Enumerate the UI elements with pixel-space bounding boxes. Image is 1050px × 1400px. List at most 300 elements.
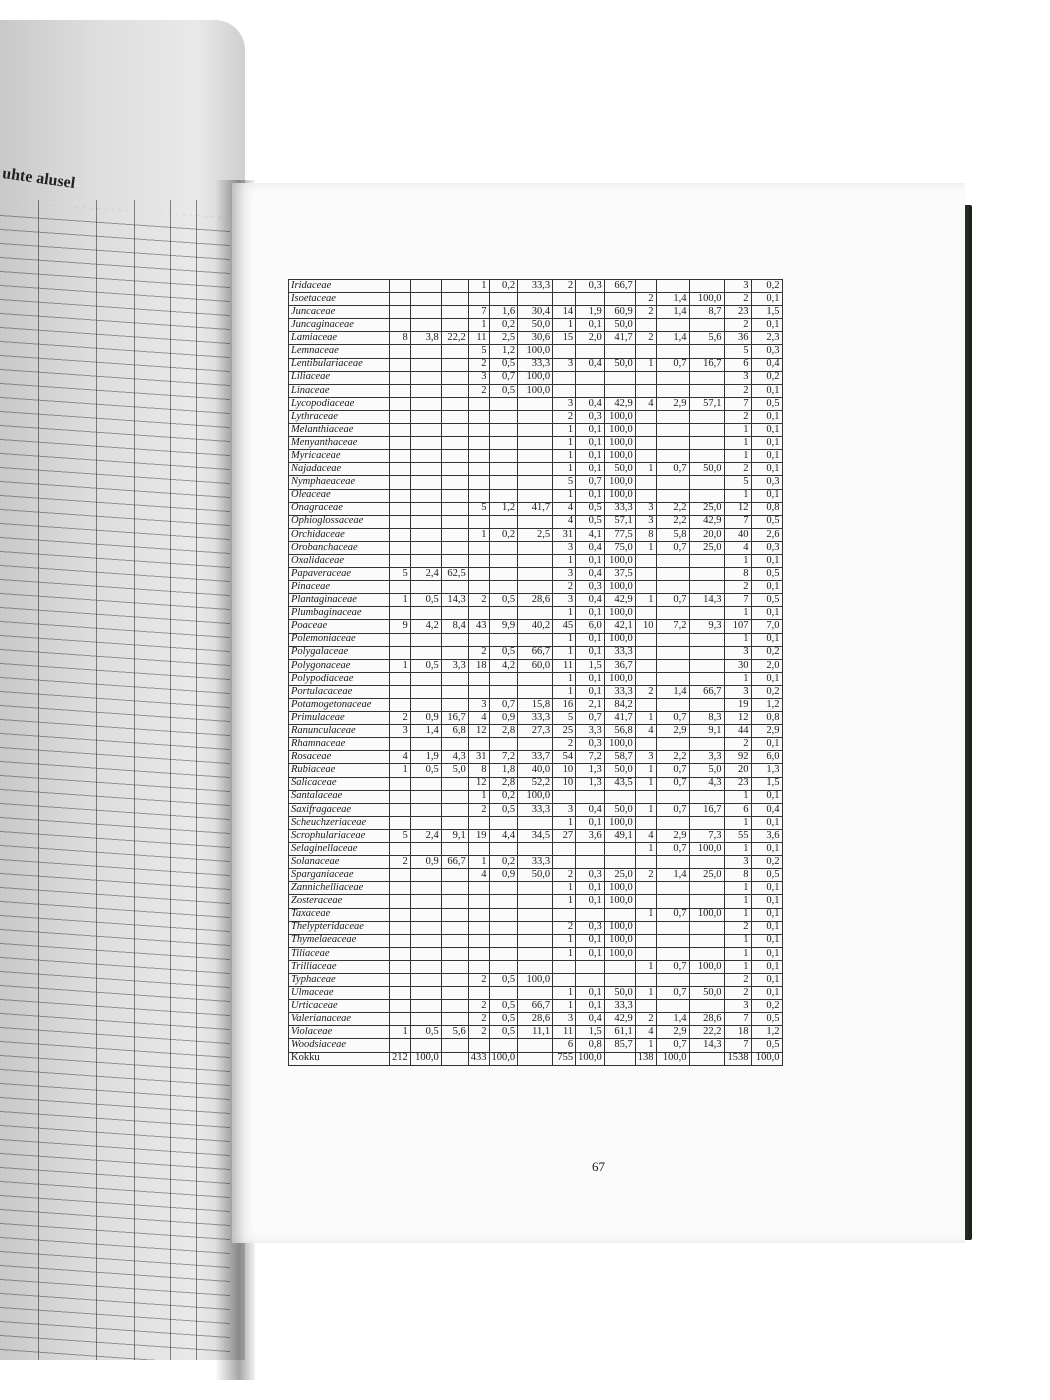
value-cell: 2 xyxy=(468,803,489,816)
value-cell xyxy=(656,882,689,895)
value-cell xyxy=(390,921,411,934)
value-cell xyxy=(635,895,656,908)
value-cell xyxy=(518,882,553,895)
value-cell xyxy=(410,699,441,712)
value-cell xyxy=(635,371,656,384)
value-cell xyxy=(390,450,411,463)
family-name-cell: Juncaginaceae xyxy=(289,319,390,332)
value-cell: 1,8 xyxy=(489,764,518,777)
value-cell xyxy=(441,816,468,829)
table-row xyxy=(289,882,783,895)
value-cell xyxy=(441,633,468,646)
family-name-cell: Ophioglossaceae xyxy=(289,515,390,528)
value-cell: 0,1 xyxy=(751,384,782,397)
value-cell: 0,2 xyxy=(489,319,518,332)
value-cell: 9,3 xyxy=(689,620,724,633)
value-cell: 0,4 xyxy=(576,397,605,410)
table-row xyxy=(289,751,783,764)
value-cell xyxy=(441,280,468,293)
family-name-cell: Lycopodiaceae xyxy=(289,397,390,410)
value-cell: 1 xyxy=(724,489,751,502)
value-cell xyxy=(441,869,468,882)
value-cell xyxy=(635,410,656,423)
value-cell: 7 xyxy=(724,1039,751,1052)
value-cell: 3 xyxy=(635,751,656,764)
value-cell: 100,0 xyxy=(689,960,724,973)
value-cell: 0,7 xyxy=(656,777,689,790)
value-cell xyxy=(410,882,441,895)
value-cell xyxy=(518,463,553,476)
value-cell: 3 xyxy=(724,685,751,698)
value-cell xyxy=(489,895,518,908)
value-cell xyxy=(604,960,635,973)
value-cell: 2,8 xyxy=(489,777,518,790)
table-row xyxy=(289,947,783,960)
value-cell: 31 xyxy=(553,528,576,541)
value-cell: 0,8 xyxy=(751,502,782,515)
value-cell: 0,2 xyxy=(751,646,782,659)
value-cell: 2,9 xyxy=(656,829,689,842)
value-cell: 37,5 xyxy=(604,568,635,581)
value-cell: 0,1 xyxy=(576,882,605,895)
value-cell: 8 xyxy=(724,568,751,581)
family-name-cell: Scheuchzeriaceae xyxy=(289,816,390,829)
table-row xyxy=(289,908,783,921)
value-cell xyxy=(441,1000,468,1013)
value-cell: 0,5 xyxy=(489,358,518,371)
value-cell xyxy=(390,502,411,515)
value-cell xyxy=(390,319,411,332)
table-row xyxy=(289,895,783,908)
value-cell xyxy=(390,280,411,293)
value-cell: 2,5 xyxy=(518,528,553,541)
value-cell: 1 xyxy=(553,987,576,1000)
value-cell: 3,8 xyxy=(410,332,441,345)
value-cell: 9,1 xyxy=(441,829,468,842)
value-cell: 41,7 xyxy=(604,332,635,345)
value-cell xyxy=(468,476,489,489)
value-cell xyxy=(656,973,689,986)
family-name-cell: Lemnaceae xyxy=(289,345,390,358)
value-cell: 44 xyxy=(724,725,751,738)
value-cell xyxy=(489,882,518,895)
value-cell: 1 xyxy=(724,437,751,450)
value-cell xyxy=(518,607,553,620)
value-cell xyxy=(689,437,724,450)
value-cell xyxy=(390,607,411,620)
value-cell: 43,5 xyxy=(604,777,635,790)
family-name-cell: Urticaceae xyxy=(289,1000,390,1013)
value-cell xyxy=(489,908,518,921)
value-cell xyxy=(518,672,553,685)
value-cell xyxy=(553,293,576,306)
value-cell: 5,0 xyxy=(689,764,724,777)
value-cell: 45 xyxy=(553,620,576,633)
value-cell: 22,2 xyxy=(441,332,468,345)
value-cell: 0,1 xyxy=(576,895,605,908)
family-name-cell: Rhamnaceae xyxy=(289,738,390,751)
value-cell xyxy=(390,293,411,306)
value-cell: 0,5 xyxy=(751,515,782,528)
value-cell: 3 xyxy=(553,1013,576,1026)
table-row xyxy=(289,712,783,725)
value-cell xyxy=(689,410,724,423)
value-cell xyxy=(441,921,468,934)
value-cell: 0,3 xyxy=(751,345,782,358)
value-cell: 0,5 xyxy=(410,764,441,777)
value-cell: 18 xyxy=(468,659,489,672)
value-cell: 0,5 xyxy=(410,1026,441,1039)
value-cell: 0,9 xyxy=(489,869,518,882)
value-cell: 755 xyxy=(553,1052,576,1065)
total-row xyxy=(289,1052,783,1065)
value-cell: 5 xyxy=(724,345,751,358)
value-cell: 1 xyxy=(553,607,576,620)
value-cell: 2,5 xyxy=(489,332,518,345)
value-cell xyxy=(689,489,724,502)
value-cell: 1,2 xyxy=(489,502,518,515)
table-row xyxy=(289,502,783,515)
value-cell: 6,0 xyxy=(751,751,782,764)
value-cell: 8 xyxy=(468,764,489,777)
value-cell: 8 xyxy=(390,332,411,345)
value-cell xyxy=(689,973,724,986)
value-cell: 11 xyxy=(468,332,489,345)
value-cell: 12 xyxy=(724,712,751,725)
value-cell: 3 xyxy=(553,568,576,581)
family-name-cell: Zosteraceae xyxy=(289,895,390,908)
value-cell: 0,5 xyxy=(751,568,782,581)
value-cell xyxy=(635,790,656,803)
value-cell xyxy=(390,947,411,960)
value-cell: 100,0 xyxy=(689,293,724,306)
value-cell: 0,7 xyxy=(656,712,689,725)
value-cell: 2,9 xyxy=(656,397,689,410)
value-cell: 0,1 xyxy=(751,843,782,856)
value-cell: 0,5 xyxy=(751,1013,782,1026)
value-cell xyxy=(468,882,489,895)
value-cell xyxy=(468,489,489,502)
value-cell: 10 xyxy=(553,764,576,777)
value-cell: 0,1 xyxy=(576,987,605,1000)
value-cell: 138 xyxy=(635,1052,656,1065)
value-cell: 1 xyxy=(635,803,656,816)
table-row xyxy=(289,463,783,476)
value-cell: 2 xyxy=(468,1000,489,1013)
value-cell: 4,3 xyxy=(441,751,468,764)
value-cell: 1,5 xyxy=(751,306,782,319)
value-cell: 100,0 xyxy=(518,345,553,358)
value-cell xyxy=(468,738,489,751)
value-cell xyxy=(635,345,656,358)
value-cell: 1 xyxy=(390,594,411,607)
value-cell xyxy=(410,908,441,921)
value-cell: 0,5 xyxy=(751,869,782,882)
value-cell: 100,0 xyxy=(576,1052,605,1065)
value-cell xyxy=(635,921,656,934)
value-cell: 12 xyxy=(468,725,489,738)
table-row xyxy=(289,672,783,685)
value-cell: 84,2 xyxy=(604,699,635,712)
value-cell: 19 xyxy=(468,829,489,842)
table-row xyxy=(289,633,783,646)
page-number: 67 xyxy=(592,1159,605,1174)
table-row xyxy=(289,515,783,528)
value-cell xyxy=(441,960,468,973)
value-cell: 42,9 xyxy=(689,515,724,528)
value-cell xyxy=(689,345,724,358)
value-cell xyxy=(441,371,468,384)
value-cell xyxy=(410,1000,441,1013)
value-cell xyxy=(390,960,411,973)
value-cell: 0,4 xyxy=(576,803,605,816)
value-cell xyxy=(410,515,441,528)
family-name-cell: Menyanthaceae xyxy=(289,437,390,450)
value-cell: 11 xyxy=(553,659,576,672)
value-cell: 1 xyxy=(553,319,576,332)
value-cell: 16,7 xyxy=(689,358,724,371)
value-cell xyxy=(441,908,468,921)
value-cell xyxy=(656,450,689,463)
value-cell: 36,7 xyxy=(604,659,635,672)
value-cell xyxy=(576,908,605,921)
value-cell: 100,0 xyxy=(604,581,635,594)
value-cell xyxy=(441,607,468,620)
value-cell: 0,1 xyxy=(576,437,605,450)
value-cell xyxy=(441,502,468,515)
value-cell: 100,0 xyxy=(751,1052,782,1065)
value-cell: 0,1 xyxy=(576,947,605,960)
value-cell xyxy=(604,293,635,306)
value-cell xyxy=(468,397,489,410)
value-cell: 0,1 xyxy=(751,672,782,685)
value-cell: 1 xyxy=(635,358,656,371)
value-cell: 0,7 xyxy=(576,712,605,725)
right-page xyxy=(232,183,965,1243)
value-cell xyxy=(441,777,468,790)
value-cell xyxy=(689,450,724,463)
value-cell xyxy=(410,803,441,816)
table-row xyxy=(289,358,783,371)
value-cell xyxy=(489,293,518,306)
left-page-title: uhte alusel xyxy=(1,164,77,193)
value-cell: 100,0 xyxy=(604,424,635,437)
value-cell xyxy=(390,738,411,751)
value-cell: 2 xyxy=(390,856,411,869)
family-name-cell: Pinaceae xyxy=(289,581,390,594)
value-cell: 0,9 xyxy=(410,856,441,869)
value-cell: 20,0 xyxy=(689,528,724,541)
value-cell: 2 xyxy=(724,293,751,306)
value-cell: 4,1 xyxy=(576,528,605,541)
value-cell: 100,0 xyxy=(489,1052,518,1065)
value-cell xyxy=(390,895,411,908)
family-name-cell: Woodsiaceae xyxy=(289,1039,390,1052)
value-cell: 1 xyxy=(635,960,656,973)
value-cell xyxy=(390,699,411,712)
value-cell: 0,7 xyxy=(656,764,689,777)
value-cell xyxy=(390,777,411,790)
value-cell: 6,0 xyxy=(576,620,605,633)
value-cell xyxy=(576,384,605,397)
value-cell: 33,7 xyxy=(518,751,553,764)
value-cell: 2,0 xyxy=(751,659,782,672)
family-name-cell: Myricaceae xyxy=(289,450,390,463)
value-cell: 3 xyxy=(390,725,411,738)
value-cell xyxy=(518,489,553,502)
value-cell xyxy=(489,816,518,829)
value-cell: 5 xyxy=(724,476,751,489)
value-cell: 2,9 xyxy=(751,725,782,738)
value-cell: 66,7 xyxy=(604,280,635,293)
value-cell: 2,3 xyxy=(751,332,782,345)
value-cell xyxy=(656,699,689,712)
value-cell xyxy=(489,437,518,450)
value-cell xyxy=(468,293,489,306)
value-cell: 6,8 xyxy=(441,725,468,738)
value-cell xyxy=(553,790,576,803)
value-cell: 1 xyxy=(635,463,656,476)
table-row xyxy=(289,725,783,738)
left-page xyxy=(0,20,245,1360)
value-cell xyxy=(518,1039,553,1052)
value-cell: 100,0 xyxy=(604,410,635,423)
value-cell xyxy=(576,973,605,986)
value-cell xyxy=(390,685,411,698)
family-name-cell: Liliaceae xyxy=(289,371,390,384)
value-cell xyxy=(390,306,411,319)
value-cell: 25,0 xyxy=(689,869,724,882)
value-cell: 0,1 xyxy=(576,934,605,947)
value-cell xyxy=(635,554,656,567)
value-cell: 100,0 xyxy=(604,476,635,489)
table-row xyxy=(289,319,783,332)
value-cell: 2 xyxy=(390,712,411,725)
table-row xyxy=(289,594,783,607)
value-cell: 1 xyxy=(553,672,576,685)
value-cell xyxy=(635,738,656,751)
value-cell: 1 xyxy=(724,882,751,895)
value-cell: 3 xyxy=(635,515,656,528)
value-cell: 0,7 xyxy=(576,476,605,489)
value-cell: 25,0 xyxy=(689,541,724,554)
value-cell: 6 xyxy=(553,1039,576,1052)
table-row xyxy=(289,829,783,842)
left-page-column-rule xyxy=(196,200,197,1360)
value-cell xyxy=(410,293,441,306)
value-cell: 100,0 xyxy=(689,843,724,856)
value-cell xyxy=(390,463,411,476)
family-name-cell: Orobanchaceae xyxy=(289,541,390,554)
value-cell: 2 xyxy=(724,921,751,934)
value-cell: 3 xyxy=(468,371,489,384)
value-cell xyxy=(576,371,605,384)
value-cell xyxy=(410,437,441,450)
value-cell xyxy=(489,738,518,751)
value-cell: 0,1 xyxy=(751,293,782,306)
value-cell xyxy=(656,672,689,685)
value-cell: 34,5 xyxy=(518,829,553,842)
value-cell xyxy=(441,581,468,594)
value-cell: 212 xyxy=(390,1052,411,1065)
family-name-cell: Plantaginaceae xyxy=(289,594,390,607)
value-cell xyxy=(410,633,441,646)
value-cell: 0,3 xyxy=(576,921,605,934)
value-cell xyxy=(390,1013,411,1026)
value-cell xyxy=(410,738,441,751)
value-cell xyxy=(689,947,724,960)
value-cell: 66,7 xyxy=(441,856,468,869)
value-cell: 2 xyxy=(468,594,489,607)
value-cell xyxy=(441,987,468,1000)
value-cell: 0,1 xyxy=(751,581,782,594)
value-cell xyxy=(468,1039,489,1052)
value-cell: 56,8 xyxy=(604,725,635,738)
value-cell: 1 xyxy=(635,764,656,777)
value-cell xyxy=(410,973,441,986)
left-page-column-rule xyxy=(96,200,97,1360)
value-cell xyxy=(441,528,468,541)
value-cell xyxy=(441,463,468,476)
family-name-cell: Thelypteridaceae xyxy=(289,921,390,934)
value-cell xyxy=(489,934,518,947)
value-cell: 12 xyxy=(468,777,489,790)
value-cell: 0,4 xyxy=(576,1013,605,1026)
value-cell: 0,3 xyxy=(576,738,605,751)
value-cell xyxy=(390,345,411,358)
value-cell: 100,0 xyxy=(604,607,635,620)
value-cell xyxy=(656,790,689,803)
value-cell xyxy=(441,882,468,895)
value-cell xyxy=(441,437,468,450)
table-row xyxy=(289,869,783,882)
value-cell: 2 xyxy=(553,410,576,423)
value-cell xyxy=(656,410,689,423)
value-cell xyxy=(390,646,411,659)
value-cell: 7 xyxy=(724,1013,751,1026)
value-cell xyxy=(518,450,553,463)
value-cell: 0,7 xyxy=(656,987,689,1000)
table-row xyxy=(289,541,783,554)
value-cell xyxy=(576,843,605,856)
value-cell xyxy=(410,790,441,803)
value-cell: 1 xyxy=(724,790,751,803)
value-cell: 0,5 xyxy=(576,515,605,528)
family-statistics-table xyxy=(288,279,783,1066)
value-cell xyxy=(635,699,656,712)
value-cell: 66,7 xyxy=(518,646,553,659)
table-row xyxy=(289,554,783,567)
value-cell: 25 xyxy=(553,725,576,738)
value-cell: 0,5 xyxy=(751,594,782,607)
value-cell: 0,1 xyxy=(751,908,782,921)
value-cell xyxy=(518,410,553,423)
value-cell xyxy=(689,816,724,829)
value-cell: 2,1 xyxy=(576,699,605,712)
value-cell: 50,0 xyxy=(689,987,724,1000)
value-cell: 100,0 xyxy=(604,921,635,934)
value-cell xyxy=(635,476,656,489)
value-cell: 0,1 xyxy=(751,816,782,829)
table-row xyxy=(289,1039,783,1052)
family-name-cell: Primulaceae xyxy=(289,712,390,725)
value-cell: 0,5 xyxy=(489,594,518,607)
value-cell: 3 xyxy=(553,397,576,410)
value-cell: 2 xyxy=(724,738,751,751)
value-cell: 0,1 xyxy=(751,960,782,973)
value-cell xyxy=(635,856,656,869)
value-cell: 5,0 xyxy=(441,764,468,777)
